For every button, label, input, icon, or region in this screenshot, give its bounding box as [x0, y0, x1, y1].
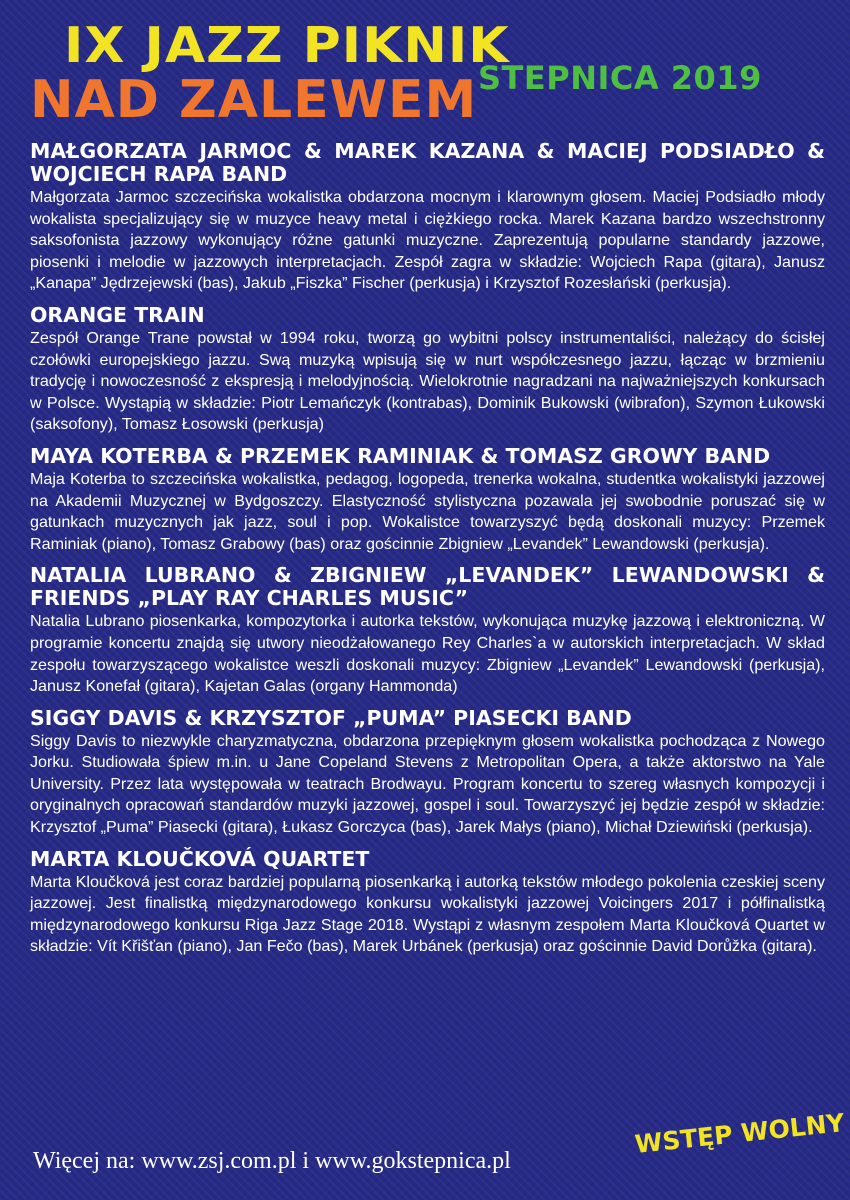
section-body: Małgorzata Jarmoc szczecińska wokalistka obdarzona mocnym i klarownym głosem. Maciej Podsiadło młody wokalista specjalizujący się w muzyce heavy metal i ciężkiego rocka. Marek Kazana bardzo wszechstronny saksofonista jazzowy wykonujący różne gatunki muzyczne. Zaprezentują popularne standardy jazzowe, piosenki i melodie w jazzowych interpretacjach. Zespół zagra w składzie: Wojciech Rapa (gitara), Janusz „Kanapa” Jędrzejewski (bas), Jakub „Fiszka” Fischer (perkusja) i Krzysztof Rozesłański (perkusja).: [30, 188, 825, 293]
section-body: Marta Kloučková jest coraz bardziej popularną piosenkarką i autorką tekstów młodego pokolenia czeskiej sceny jazzowej. Jest finalistką międzynarodowego konkursu wokalistyki jazzowej Voicingers 2017 i półfinalistką międzynarodowego konkursu Riga Jazz Stage 2018. Wystąpi z własnym zespołem Marta Kloučková Quartet w składzie: Vít Křišťan (piano), Jan Fečo (bas), Marek Urbánek (perkusja) oraz gościnnie David Dorůžka (gitara).: [30, 872, 825, 956]
poster-header: [0, 0, 850, 140]
more-info-links: Więcej na: www.zsj.com.pl i www.gokstepnica.pl: [33, 1148, 511, 1174]
lineup-section-jarmoc: [30, 140, 825, 295]
lineup-list: [30, 140, 825, 967]
lineup-section-orange-train: [30, 304, 825, 436]
section-body: Siggy Davis to niezwykle charyzmatyczna, obdarzona przepięknym głosem wokalistka pochodząca z Nowego Jorku. Studiowała śpiew m.in. u Jane Copeland Stevens z Metropolitan Opera, a także aktorstwo na Yale University. Przez lata występowała w teatrach Brodwayu. Program koncertu to szereg własnych kompozycji i oryginalnych opracowań standardów muzyki jazzowej, gospel i soul. Towarzyszyć jej będzie zespół w składzie: Krzysztof „Puma” Piasecki (gitara), Łukasz Gorczyca (bas), Jarek Małys (piano), Michał Dziewiński (perkusja).: [30, 731, 825, 837]
section-body: Zespół Orange Trane powstał w 1994 roku, tworzą go wybitni polscy instrumentaliści, należący do ścisłej czołówki europejskiego jazzu. Swą muzyką wpisują się w nurt współczesnego jazzu, łącząc w brzmieniu tradycję i nowoczesność z ekspresją i melodyjnością. Wielokrotnie nagradzani na najważniejszych konkursach w Polsce. Wystąpią w składzie: Piotr Lemańczyk (kontrabas), Dominik Bukowski (wibrafon), Szymon Łukowski (saksofony), Tomasz Łosowski (perkusja): [30, 328, 825, 434]
section-title: MAYA KOTERBA & PRZEMEK RAMINIAK & TOMASZ GROWY BAND: [30, 443, 771, 468]
event-title-line2: NAD ZALEWEM: [30, 70, 478, 130]
lineup-section-davis: [30, 707, 825, 839]
event-title-line1: IX JAZZ PIKNIK: [64, 17, 510, 75]
section-title: NATALIA LUBRANO & ZBIGNIEW „LEVANDEK” LEWANDOWSKI & FRIENDS „PLAY RAY CHARLES MUSIC”: [30, 563, 825, 611]
event-place-year: STEPNICA 2019: [478, 59, 762, 97]
section-title: ORANGE TRAIN: [30, 302, 205, 327]
section-title: SIGGY DAVIS & KRZYSZTOF „PUMA” PIASECKI BAND: [30, 705, 632, 730]
section-title: MARTA KLOUČKOVÁ QUARTET: [30, 846, 370, 871]
free-entry-badge: WSTĘP WOLNY: [633, 1108, 846, 1159]
lineup-section-lubrano: [30, 564, 825, 697]
section-body: Natalia Lubrano piosenkarka, kompozytorka i autorka tekstów, wykonująca muzykę jazzową i elektroniczną. W programie koncertu znajdą się utwory nieodżałowanego Rey Charles`a w autorskich interpretacjach. W skład zespołu towarzyszącego wokalistce weszli doskonali muzycy: Zbigniew „Levandek” Lewandowski (perkusja), Janusz Konefał (gitara), Kajetan Galas (organy Hammonda): [30, 612, 825, 696]
lineup-section-koterba: [30, 445, 825, 555]
lineup-section-klouckova: [30, 848, 825, 958]
section-title: MAŁGORZATA JARMOC & MAREK KAZANA & MACIEJ PODSIADŁO & WOJCIECH RAPA BAND: [30, 139, 825, 186]
section-body: Maja Koterba to szczecińska wokalistka, pedagog, logopeda, trenerka wokalna, studentka wokalistyki jazzowej na Akademii Muzycznej w Bydgoszczy. Elastyczność stylistyczna pozawala jej swobodnie poruszać się w gatunkach muzycznych jak jazz, soul i pop. Wokalistce towarzyszyć będą doskonali muzycy: Przemek Raminiak (piano), Tomasz Grabowy (bas) oraz gościnnie Zbigniew „Levandek” Lewandowski (perkusja).: [30, 469, 825, 553]
